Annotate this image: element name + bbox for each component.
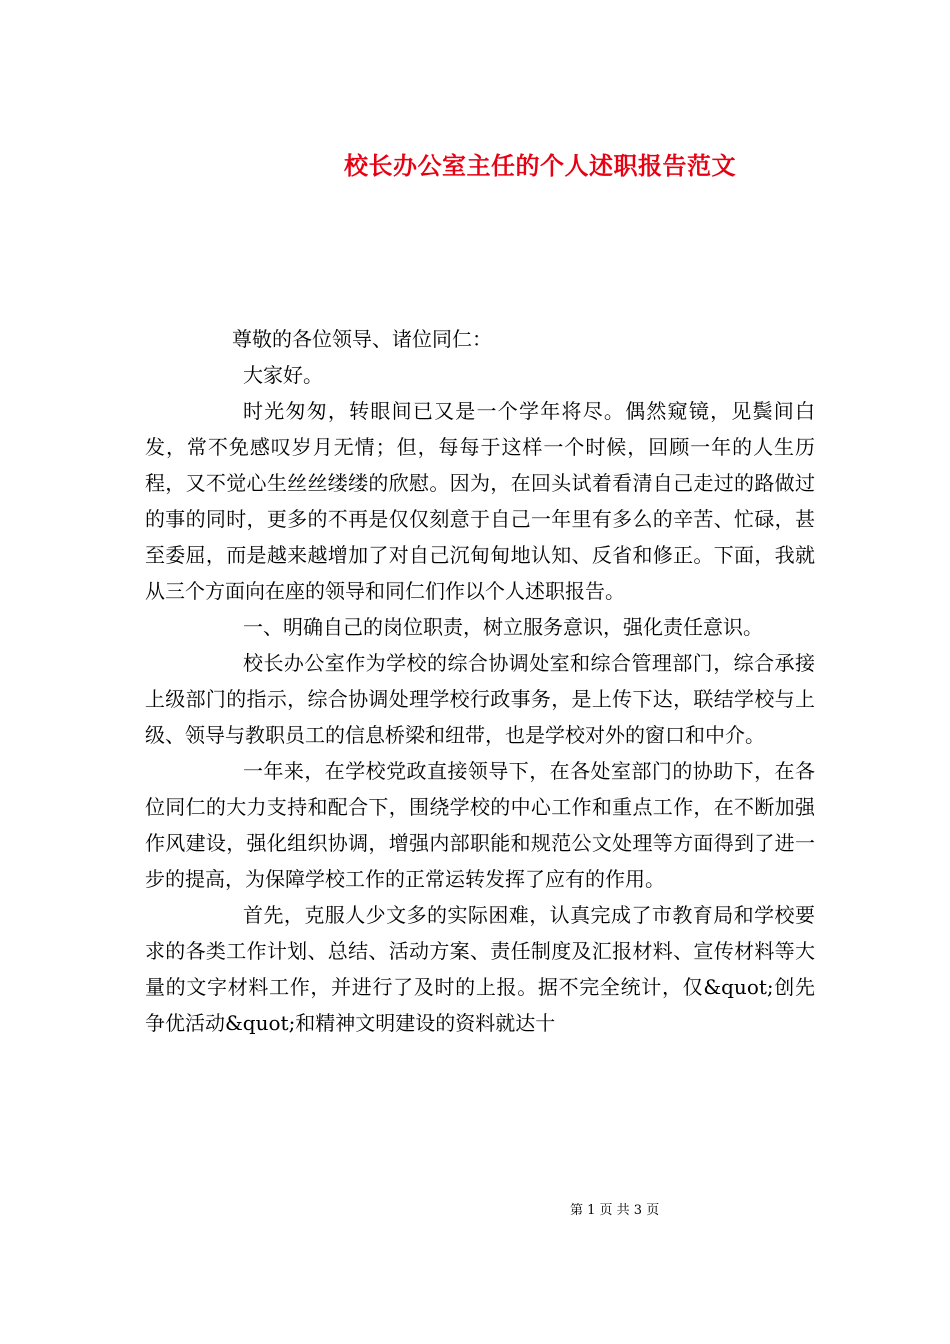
paragraph: 时光匆匆，转眼间已又是一个学年将尽。偶然窥镜，见鬓间白发，常不免感叹岁月无情；但，每每于这样一个时候，回顾一年的人生历程，又不觉心生丝丝缕缕的欣慰。因为，在回头试着看清自己走过的路做过的事的同时，更多的不再是仅仅刻意于自己一年里有多么的辛苦、忙碌，甚至委屈，而是越来越增加了对自己沉甸甸地认知、反省和修正。下面，我就从三个方面向在座的领导和同仁们作以个人述职报告。: [145, 399, 815, 603]
page-title: 校长办公室主任的个人述职报告范文: [344, 151, 736, 181]
greeting: 大家好。: [243, 363, 323, 387]
paragraph: 首先，克服人少文多的实际困难，认真完成了市教育局和学校要求的各类工作计划、总结、活动方案、责任制度及汇报材料、宣传材料等大量的文字材料工作，并进行了及时的上报。据不完全统计，仅&quot;创先争优活动&quot;和精神文明建设的资料就达十: [145, 903, 815, 1035]
page-footer: [0, 1201, 950, 1221]
salutation: 尊敬的各位领导、诸位同仁：: [232, 327, 492, 351]
section-heading: 一、明确自己的岗位职责，树立服务意识，强化责任意识。: [243, 615, 763, 639]
paragraph: 校长办公室作为学校的综合协调处室和综合管理部门，综合承接上级部门的指示，综合协调处理学校行政事务，是上传下达，联结学校与上级、领导与教职员工的信息桥梁和纽带，也是学校对外的窗口和中介。: [145, 651, 815, 747]
page-number: 第 1 页 共 3 页: [570, 1203, 660, 1218]
paragraph: 一年来，在学校党政直接领导下，在各处室部门的协助下，在各位同仁的大力支持和配合下，围绕学校的中心工作和重点工作，在不断加强作风建设，强化组织协调，增强内部职能和规范公文处理等方面得到了进一步的提高，为保障学校工作的正常运转发挥了应有的作用。: [145, 759, 815, 891]
document-body: [145, 321, 815, 1041]
